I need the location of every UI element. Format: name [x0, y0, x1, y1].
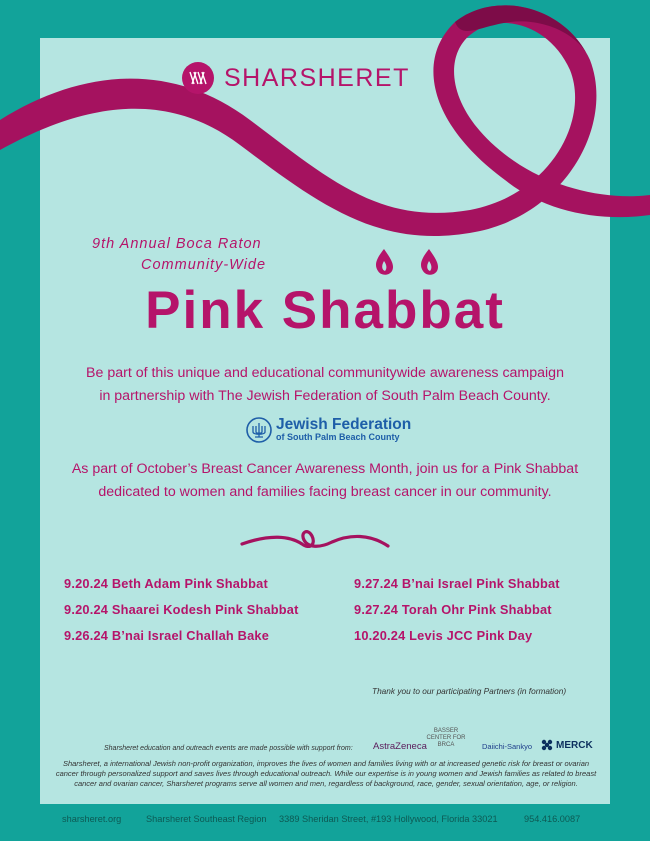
footer-website[interactable]: sharsheret.org: [62, 814, 122, 824]
federation-region: of South Palm Beach County: [276, 432, 400, 442]
intro-line: in partnership with The Jewish Federation of South Palm Beach County.: [99, 388, 551, 404]
footer-address: 3389 Sheridan Street, #193 Hollywood, Florida 33021: [279, 814, 498, 824]
brand-name: SHARSHERET: [224, 63, 410, 92]
event-item: 9.20.24 Shaarei Kodesh Pink Shabbat: [64, 602, 299, 617]
description-line: dedicated to women and families facing breast cancer in our community.: [98, 484, 552, 500]
event-item: 10.20.24 Levis JCC Pink Day: [354, 628, 533, 643]
event-subtitle-line2: Community-Wide: [141, 257, 267, 273]
about-sharsheret: Sharsheret, a international Jewish non-profit organization, improves the lives of women and families living with or at increased genetic risk for breast or ovarian cancer through personalized support and saves lives through educational outreach. While our expertise is in young women and Jewish families as related to breast cancer and ovarian cancer, Sharsheret programs serve all women and men, regardless of background, race, gender, sexual orientation, age, or religion.: [55, 759, 597, 788]
page-title: Pink Shabbat: [145, 281, 505, 340]
federation-name: Jewish Federation: [276, 416, 412, 433]
partners-thanks: Thank you to our participating Partners (in formation): [372, 686, 567, 696]
sharsheret-logo: [182, 62, 410, 94]
jewish-federation-logo: [246, 417, 411, 443]
event-item: 9.26.24 B’nai Israel Challah Bake: [64, 628, 270, 643]
ribbon-divider-icon: [240, 524, 390, 556]
description-paragraph: [40, 458, 610, 504]
support-note: Sharsheret education and outreach events are made possible with support from:: [104, 745, 353, 752]
event-subtitle-line1: 9th Annual Boca Raton: [92, 236, 262, 252]
description-line: As part of October’s Breast Cancer Awareness Month, join us for a Pink Shabbat: [71, 461, 579, 477]
merck-logo: [541, 739, 593, 751]
pink-ribbon-graphic: [0, 0, 650, 320]
astrazeneca-logo: AstraZeneca: [373, 741, 427, 752]
footer-phone: 954.416.0087: [524, 814, 581, 824]
event-item: 9.27.24 Torah Ohr Pink Shabbat: [354, 602, 552, 617]
event-item: 9.27.24 B’nai Israel Pink Shabbat: [354, 576, 560, 591]
event-item: 9.20.24 Beth Adam Pink Shabbat: [64, 576, 268, 591]
intro-paragraph: [40, 362, 610, 408]
merck-name: MERCK: [556, 739, 593, 751]
footer-region: Sharsheret Southeast Region: [146, 814, 267, 824]
sharsheret-logo-icon: [182, 62, 214, 94]
intro-line: Be part of this unique and educational communitywide awareness campaign: [86, 365, 564, 381]
candle-flames-icon: [372, 247, 442, 277]
daiichi-sankyo-logo: Daiichi-Sankyo: [482, 742, 533, 751]
merck-icon: [541, 739, 553, 751]
menorah-icon: [246, 417, 272, 443]
basser-center-logo: BASSER CENTER FOR BRCA: [426, 728, 466, 748]
